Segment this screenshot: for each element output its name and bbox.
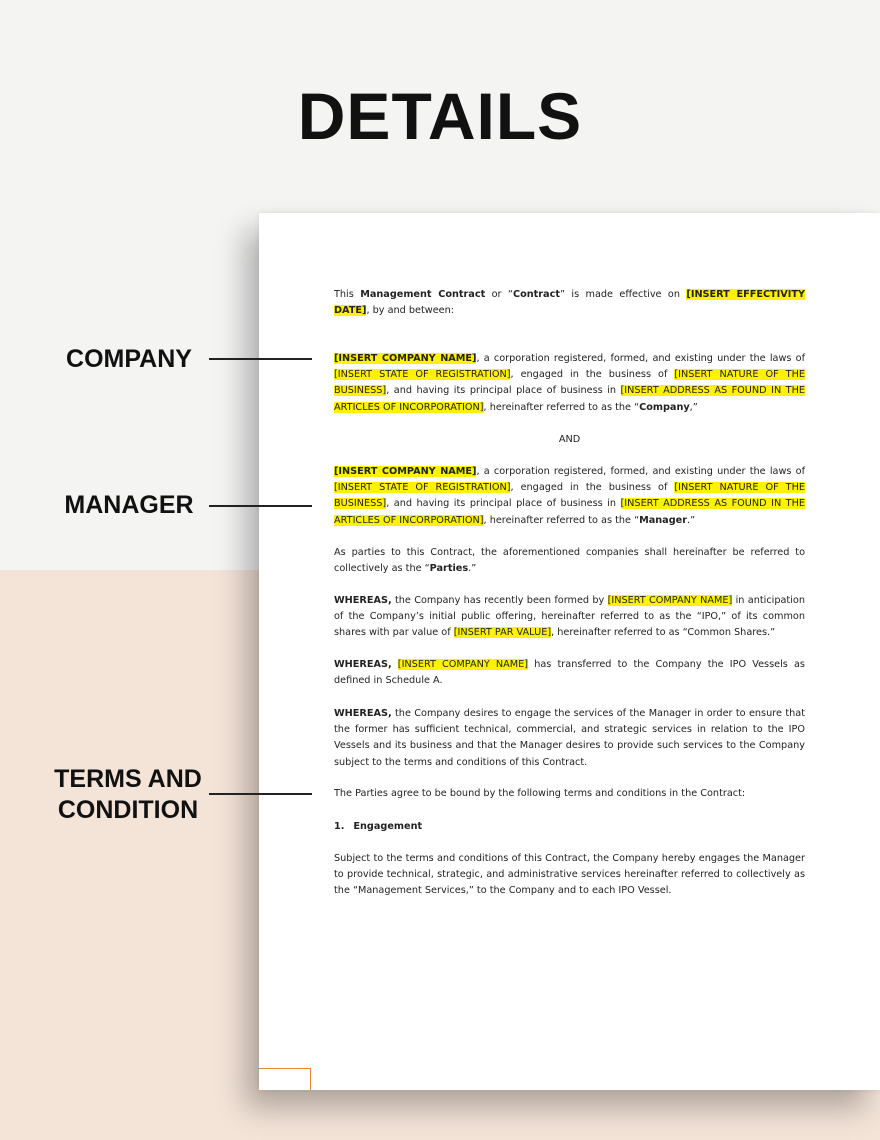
and-separator: AND — [558, 434, 581, 445]
label-terms-line2: CONDITION — [57, 796, 199, 824]
placeholder-company-name: [INSERT COMPANY NAME] — [334, 466, 477, 477]
section-heading-engagement — [334, 819, 805, 835]
whereas-paragraph-3: WHEREAS, the Company desires to engage the services of the Manager in order to ensure that the former has sufficient technical, commercial, and strategic services in relation to the IPO Vessels and its business and that the Manager desires to provide such services to the Company subject to the terms and conditions of this Contract. — [334, 708, 805, 768]
placeholder-address: [INSERT ADDRESS AS FOUND IN THE ARTICLES OF INCORPORATION] — [334, 498, 806, 526]
engagement-paragraph: Subject to the terms and conditions of this Contract, the Company hereby engages the Manager to provide technical, strategic, and administrative services hereinafter referred to collectively as the “Management Services,” to the Company and to each IPO Vessel. — [334, 853, 805, 897]
parties-paragraph: As parties to this Contract, the aforementioned companies shall hereinafter be referred to collectively as the “Parties.” — [334, 547, 805, 575]
placeholder-address: [INSERT ADDRESS AS FOUND IN THE ARTICLES OF INCORPORATION] — [334, 385, 806, 413]
label-manager: MANAGER — [64, 491, 194, 519]
corner-mark — [259, 1068, 311, 1090]
company-paragraph: [INSERT COMPANY NAME], a corporation registered, formed, and existing under the laws of [INSERT STATE OF REGISTRATION], engaged in the business of [INSERT NATURE OF THE BUSINESS], and having its principal place of business in [INSERT ADDRESS AS FOUND IN THE ARTICLES OF INCORPORATION], hereinafter referred to as the “Company,” — [334, 353, 806, 413]
placeholder-company-name: [INSERT COMPANY NAME] — [607, 595, 733, 606]
leader-line-manager — [209, 505, 312, 507]
page-heading: DETAILS — [297, 79, 583, 153]
section-title: Engagement — [353, 821, 423, 832]
leader-line-company — [209, 358, 312, 360]
placeholder-state: [INSERT STATE OF REGISTRATION] — [334, 482, 511, 494]
whereas-paragraph-1: WHEREAS, the Company has recently been formed by [INSERT COMPANY NAME] in anticipation of the Company’s initial public offering, hereinafter referred to as the “IPO,” of its common shares with par value of [INSERT PAR VALUE], hereinafter referred to as “Common Shares.” — [334, 595, 805, 639]
placeholder-par-value: [INSERT PAR VALUE] — [453, 627, 552, 639]
whereas-paragraph-2: WHEREAS, [INSERT COMPANY NAME] has transferred to the Company the IPO Vessels as defined in Schedule A. — [334, 659, 805, 687]
placeholder-nature-of-business: [INSERT NATURE OF THE BUSINESS] — [334, 369, 805, 397]
placeholder-company-name: [INSERT COMPANY NAME] — [397, 659, 529, 670]
label-terms-and-condition — [28, 764, 228, 826]
document-page — [259, 213, 880, 1090]
label-terms-line1: TERMS AND — [54, 765, 202, 793]
leader-line-terms — [209, 793, 312, 795]
placeholder-state: [INSERT STATE OF REGISTRATION] — [334, 369, 511, 381]
placeholder-nature-of-business: [INSERT NATURE OF THE BUSINESS] — [334, 482, 805, 510]
section-number: 1. — [334, 821, 345, 832]
manager-paragraph: [INSERT COMPANY NAME], a corporation registered, formed, and existing under the laws of [INSERT STATE OF REGISTRATION], engaged in the business of [INSERT NATURE OF THE BUSINESS], and having its principal place of business in [INSERT ADDRESS AS FOUND IN THE ARTICLES OF INCORPORATION], hereinafter referred to as the “Manager.” — [334, 466, 806, 526]
label-company: COMPANY — [66, 345, 192, 373]
placeholder-company-name: [INSERT COMPANY NAME] — [334, 353, 477, 364]
intro-paragraph: This Management Contract or “Contract” is made effective on [INSERT EFFECTIVITY DATE], by and between: — [334, 289, 805, 317]
agree-paragraph: The Parties agree to be bound by the following terms and conditions in the Contract: — [334, 788, 746, 799]
placeholder-effectivity-date: [INSERT EFFECTIVITY DATE] — [334, 289, 805, 317]
